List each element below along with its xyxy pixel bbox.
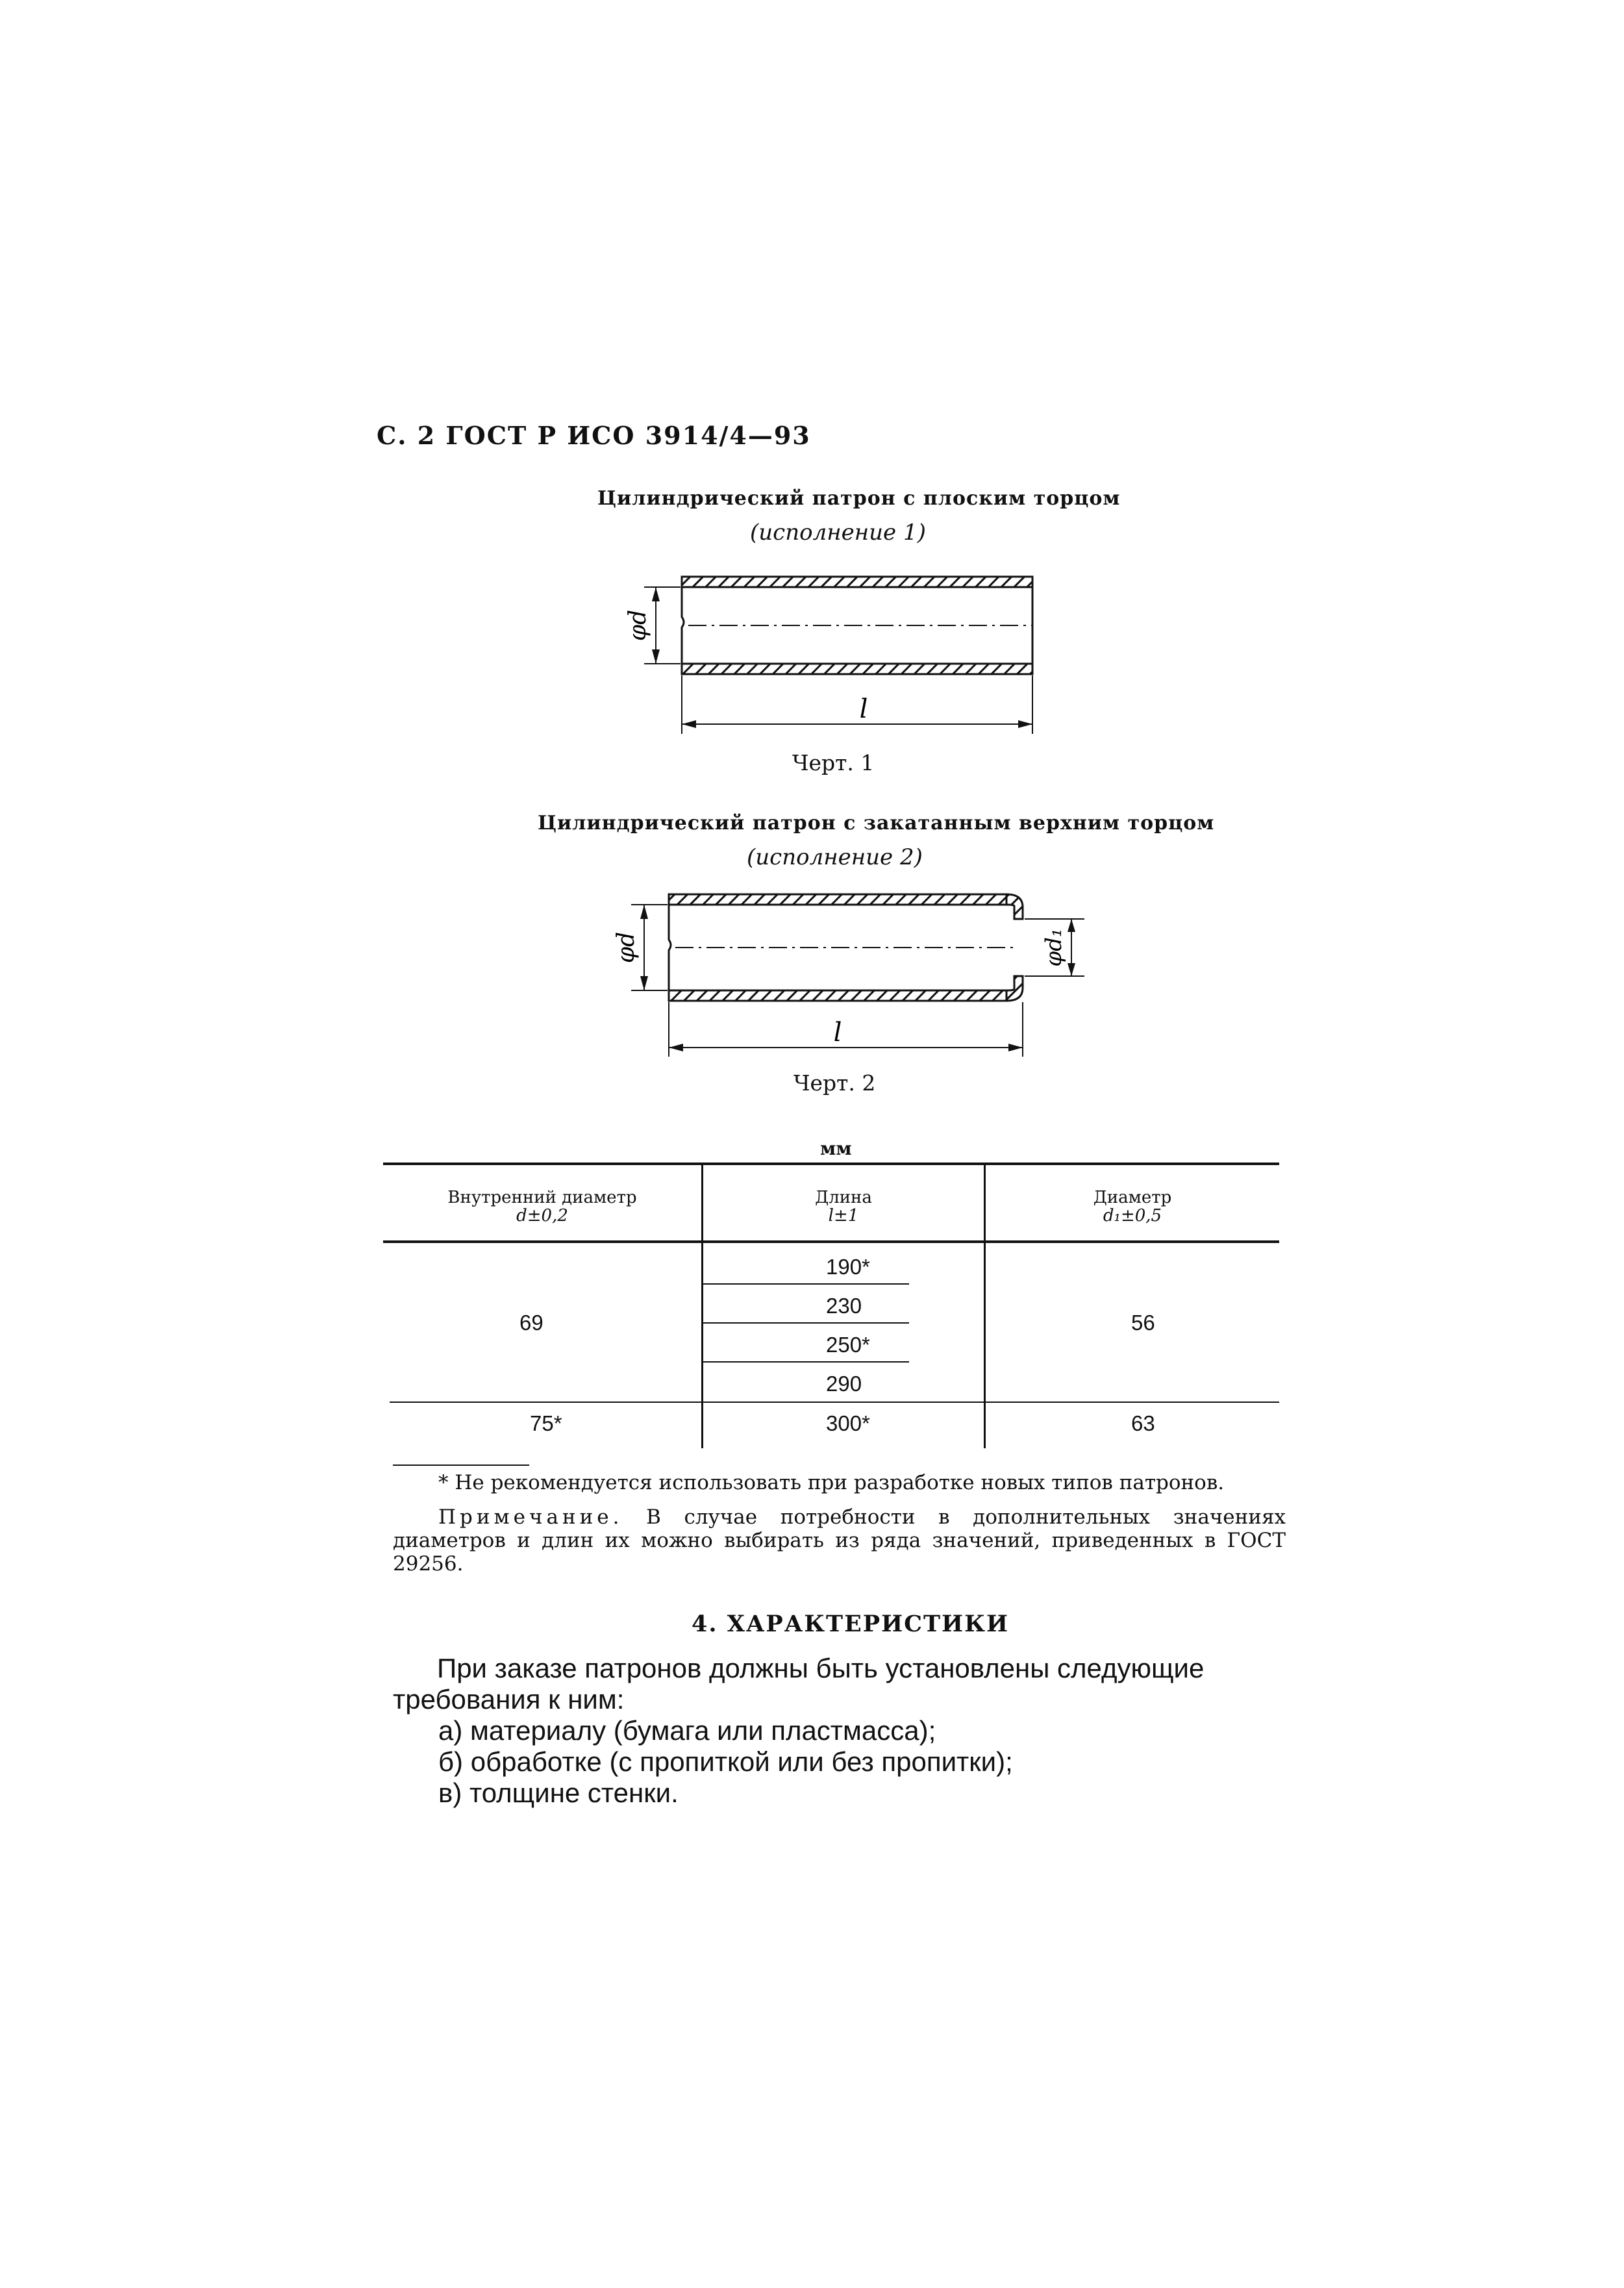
header-tolerance: d₁±0,5 [1103, 1206, 1162, 1226]
figure2-label: Черт. 2 [793, 1070, 876, 1096]
figure2-subtitle: (исполнение 2) [747, 844, 923, 870]
note [393, 1505, 1286, 1576]
note-text: В случае потребности в дополнительных значениях диаметров и длин их можно выбирать из ряда значений, приведенных в ГОСТ 29256. [393, 1505, 1286, 1576]
table-top-rule [383, 1163, 1279, 1165]
figure2-title: Цилиндрический патрон с закатанным верхним торцом [538, 812, 1215, 835]
cell-length: 190* [826, 1255, 870, 1279]
break-line [669, 894, 671, 1001]
cell-diameter: 75* [530, 1411, 562, 1435]
header-rule [383, 1240, 1279, 1243]
page-header: С. 2 ГОСТ Р ИСО 3914/4—93 [377, 421, 811, 450]
cell-length: 300* [826, 1411, 870, 1435]
header-tolerance: d±0,2 [516, 1206, 568, 1226]
diameter-label: φd [625, 609, 651, 642]
row-rule [701, 1361, 909, 1363]
cell-diameter: 69 [519, 1311, 543, 1335]
requirement-item: а) материалу (бумага или пластмасса); [438, 1715, 936, 1746]
header-label: Длина [815, 1188, 872, 1207]
header-label: Диаметр [1093, 1188, 1172, 1207]
header-d1 [986, 1188, 1279, 1225]
intro-text: При заказе патронов должны быть установлены следующие требования к ним: [393, 1653, 1205, 1715]
section-intro [393, 1653, 1295, 1715]
cell-length: 290 [826, 1372, 862, 1396]
length-label: l [859, 694, 868, 724]
header-inner-diameter [383, 1188, 701, 1225]
length-label: l [833, 1018, 842, 1048]
footnote: * Не рекомендуется использовать при разработке новых типов патронов. [438, 1471, 1225, 1494]
dimensions-table [383, 1163, 1279, 1455]
header-tolerance: l±1 [828, 1206, 859, 1226]
top-diameter-label: φd₁ [1041, 928, 1067, 967]
group-rule [390, 1402, 1279, 1403]
diameter-label: φd [613, 931, 640, 964]
figure1-subtitle: (исполнение 1) [750, 520, 926, 546]
cell-d1: 56 [1131, 1311, 1155, 1335]
row-rule [701, 1322, 909, 1324]
requirement-item: б) обработке (с пропиткой или без пропитки); [438, 1746, 1013, 1777]
cell-length: 230 [826, 1294, 862, 1318]
figure1-title: Цилиндрический патрон с плоским торцом [597, 487, 1121, 510]
requirement-item: в) толщине стенки. [438, 1778, 679, 1808]
note-label: Примечание. [438, 1505, 623, 1529]
table-units: мм [820, 1138, 852, 1159]
cell-length: 250* [826, 1333, 870, 1357]
section-title: 4. ХАРАКТЕРИСТИКИ [692, 1611, 1010, 1637]
figure2-drawing [613, 886, 1097, 1062]
row-rule [701, 1283, 909, 1285]
length-dimension [682, 675, 1032, 734]
break-line [682, 577, 684, 674]
cell-d1: 63 [1131, 1411, 1155, 1435]
figure1-label: Черт. 1 [792, 750, 875, 775]
header-label: Внутренний диаметр [447, 1188, 637, 1207]
rolled-end [1006, 894, 1023, 1001]
figure1-drawing [623, 565, 1065, 740]
header-length [703, 1188, 984, 1225]
length-dimension [669, 1002, 1023, 1057]
footnote-rule [393, 1465, 529, 1466]
